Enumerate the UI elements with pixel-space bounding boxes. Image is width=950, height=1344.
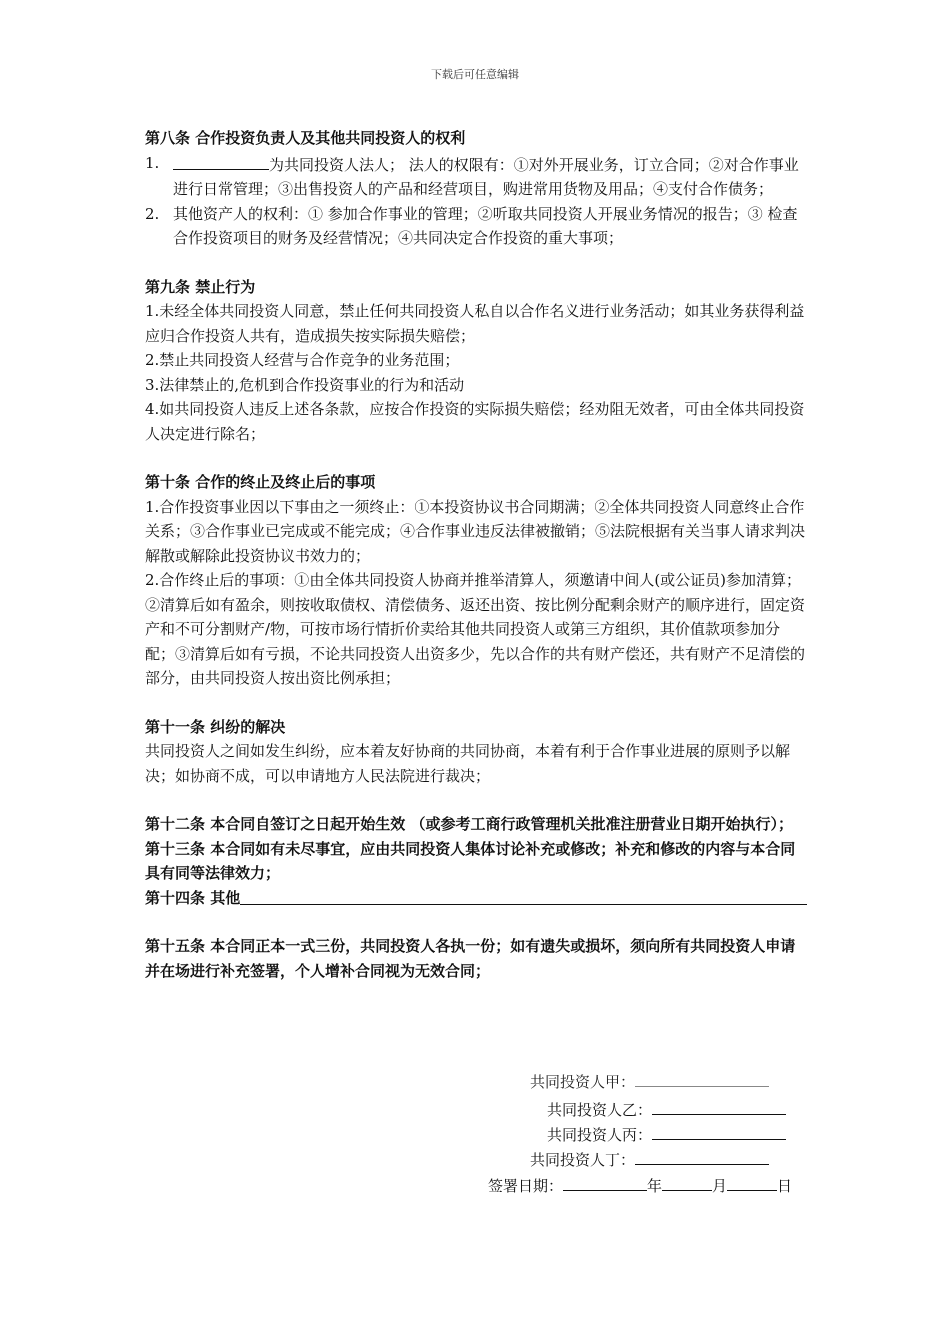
signature-a bbox=[530, 1070, 769, 1092]
page-header: 下载后可任意编辑 bbox=[431, 68, 519, 81]
article-14 bbox=[145, 886, 807, 911]
item-number: 2. bbox=[145, 204, 160, 223]
signature-c-blank bbox=[652, 1123, 786, 1140]
year-blank bbox=[563, 1174, 647, 1191]
signature-b-label: 共同投资人乙： bbox=[547, 1101, 653, 1119]
day-blank bbox=[727, 1174, 777, 1191]
item-text: 为共同投资人法人； 法人的权限有：①对外开展业务，订立合同；②对合作事业进行日常管理；③出售投资人的产品和经营项目，购进常用货物及用品；④支付合作债务； bbox=[173, 155, 799, 198]
signature-d-label: 共同投资人丁： bbox=[530, 1151, 636, 1169]
article-15: 第十五条 本合同正本一式三份，共同投资人各执一份；如有遗失或损坏，须向所有共同投资人申请并在场进行补充签署，个人增补合同视为无效合同； bbox=[145, 937, 796, 980]
day-label: 日 bbox=[777, 1177, 793, 1195]
article-14-blank bbox=[240, 886, 807, 906]
signature-c-label: 共同投资人丙： bbox=[547, 1126, 653, 1144]
legal-person-blank bbox=[173, 151, 269, 170]
article-8-item-1 bbox=[145, 151, 807, 202]
article-9-line: 4.如共同投资人违反上述各条款，应按合作投资的实际损失赔偿；经劝阻无效者，可由全体共同投资人决定进行除名； bbox=[145, 400, 805, 443]
item-number: 1. bbox=[145, 153, 160, 172]
article-10-line: 1.合作投资事业因以下事由之一须终止：①本投资协议书合同期满；②全体共同投资人同意终止合作关系；③合作事业已完成或不能完成；④合作事业违反法律被撤销；⑤法院根据有关当事人请求判决解散或解除此投资协议书效力的； bbox=[145, 497, 806, 565]
signature-d bbox=[530, 1148, 769, 1170]
article-14-label: 第十四条 其他 bbox=[145, 888, 241, 907]
article-10-title: 第十条 合作的终止及终止后的事项 bbox=[145, 473, 376, 491]
signature-d-blank bbox=[635, 1148, 769, 1165]
article-9-title: 第九条 禁止行为 bbox=[145, 277, 256, 296]
signing-date bbox=[488, 1174, 792, 1196]
signature-c bbox=[547, 1123, 786, 1145]
signature-a-label: 共同投资人甲： bbox=[530, 1073, 636, 1091]
signing-date-label: 签署日期： bbox=[488, 1177, 564, 1195]
article-9-line: 2.禁止共同投资人经营与合作竞争的业务范围； bbox=[145, 351, 460, 369]
article-8-title: 第八条 合作投资负责人及其他共同投资人的权利 bbox=[145, 129, 466, 147]
month-label: 月 bbox=[712, 1177, 728, 1195]
contract-body bbox=[145, 126, 807, 983]
article-11-text: 共同投资人之间如发生纠纷，应本着友好协商的共同协商，本着有利于合作事业进展的原则予以解决；如协商不成，可以申请地方人民法院进行裁决； bbox=[145, 742, 791, 785]
signature-a-blank bbox=[635, 1070, 769, 1087]
article-12: 第十二条 本合同自签订之日起开始生效 （或参考工商行政管理机关批准注册营业日期开始执行）； bbox=[145, 815, 793, 833]
article-13: 第十三条 本合同如有未尽事宜，应由共同投资人集体讨论补充或修改；补充和修改的内容与本合同具有同等法律效力； bbox=[145, 839, 796, 882]
article-11-title: 第十一条 纠纷的解决 bbox=[145, 717, 286, 736]
article-9-line: 3.法律禁止的,危机到合作投资事业的行为和活动 bbox=[145, 375, 465, 394]
signature-b-blank bbox=[652, 1098, 786, 1115]
year-label: 年 bbox=[647, 1177, 663, 1195]
month-blank bbox=[662, 1174, 712, 1191]
article-9-line: 1.未经全体共同投资人同意，禁止任何共同投资人私自以合作名义进行业务活动；如其业务获得利益应归合作投资人共有，造成损失按实际损失赔偿； bbox=[145, 302, 805, 345]
signature-b bbox=[547, 1098, 786, 1120]
item-text: 其他资产人的权利：① 参加合作事业的管理；②听取共同投资人开展业务情况的报告；③ 检查合作投资项目的财务及经营情况；④共同决定合作投资的重大事项； bbox=[173, 204, 798, 247]
article-8-item-2 bbox=[145, 202, 807, 251]
article-10-line: 2.合作终止后的事项：①由全体共同投资人协商并推举清算人，须邀请中间人(或公证员)参加清算；②清算后如有盈余，则按收取债权、清偿债务、返还出资、按比例分配剩余财产的顺序进行，固定资产和不可分割财产/物，可按市场行情折价卖给其他共同投资人或第三方组织，其价值款项参加分配；③清算后如有亏损，不论共同投资人出资多少，先以合作的共有财产偿还，共有财产不足清偿的部分，由共同投资人按出资比例承担； bbox=[145, 571, 806, 687]
